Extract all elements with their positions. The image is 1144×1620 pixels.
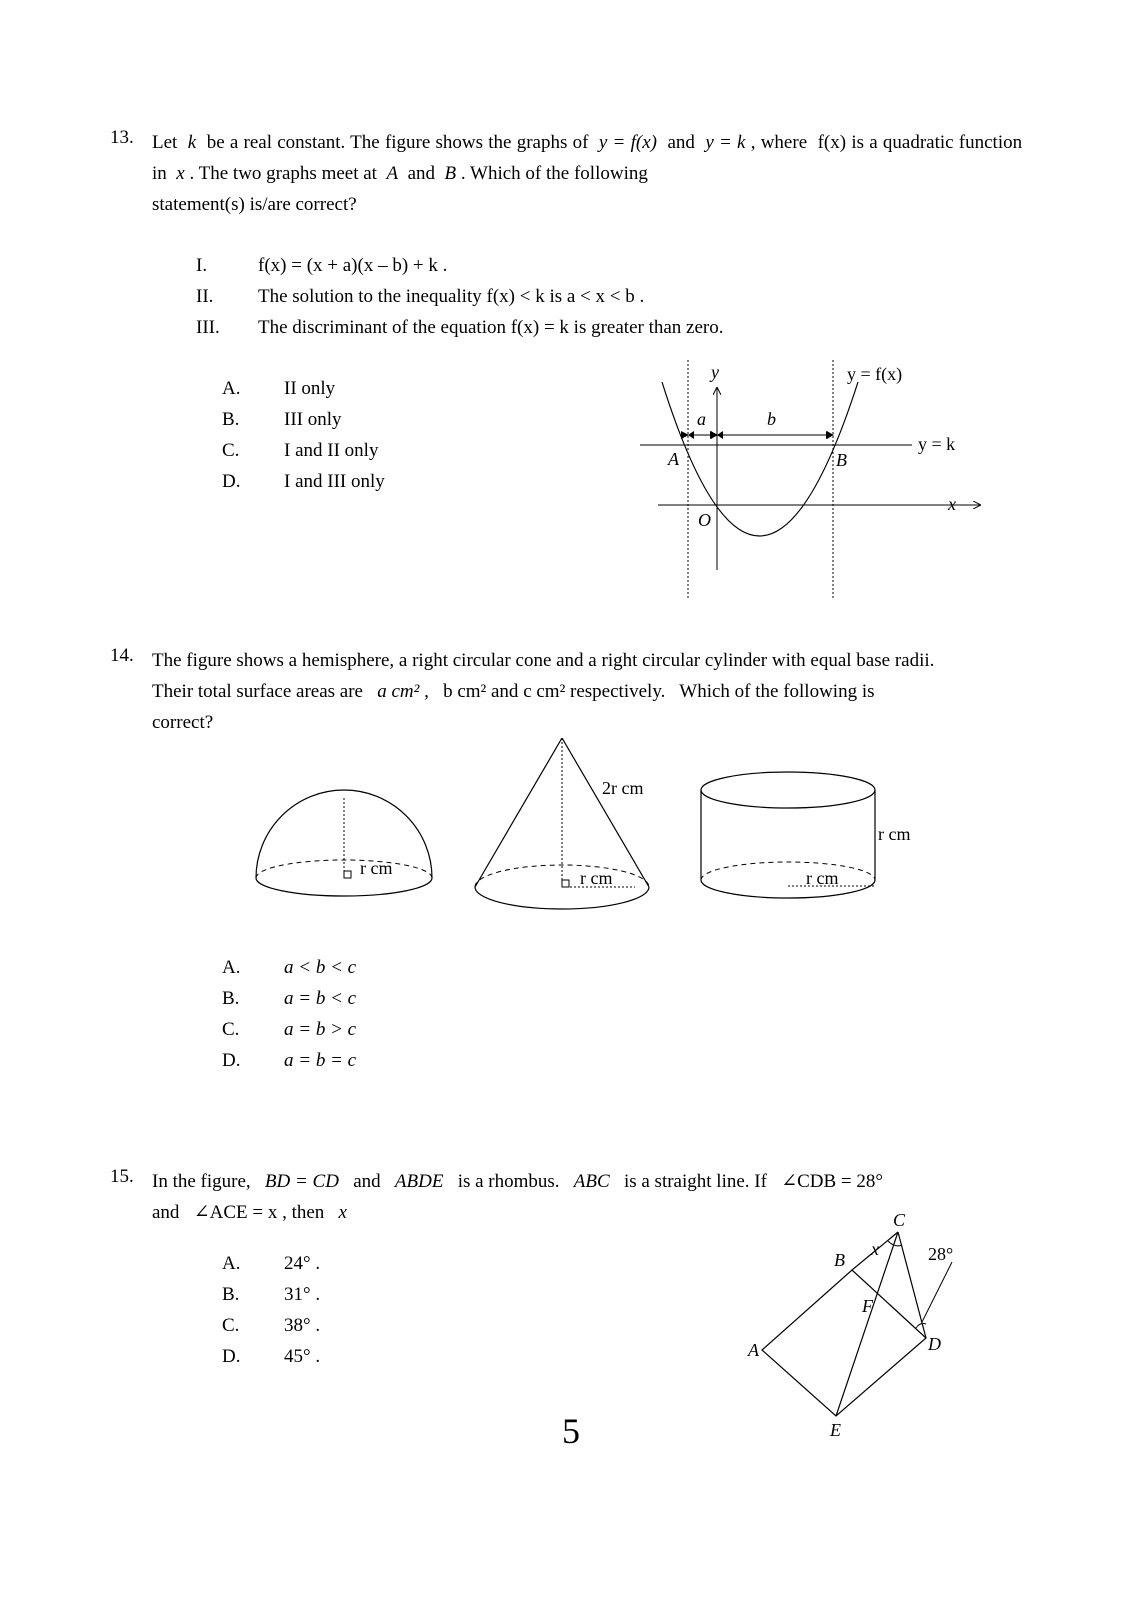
angle-28-pointer: [922, 1262, 952, 1322]
q13-option-a-label[interactable]: A.: [222, 378, 241, 399]
q13-option-c-label[interactable]: C.: [222, 440, 240, 461]
arrow-head: [711, 431, 717, 439]
q14-option-b-label[interactable]: B.: [222, 988, 240, 1009]
hemisphere: [256, 790, 432, 896]
label-angle-28: 28°: [928, 1244, 954, 1264]
q14-option-c[interactable]: a = b > c: [284, 1019, 357, 1040]
label-curve: y = f(x): [847, 364, 903, 384]
label-seg-a: a: [697, 409, 706, 429]
arrow-head: [827, 431, 833, 439]
q13-stem: Let k be a real constant. The figure shows the graphs of y = f(x) and y = k , where f(x) is a quadratic function in x . The two graphs meet at A and B . Which of the following statement(s) is/are correct?: [152, 132, 1023, 215]
label-a: A: [748, 1340, 759, 1360]
q15-option-c-label[interactable]: C.: [222, 1315, 240, 1336]
label-cylinder-radius: r cm: [806, 868, 839, 888]
q13-option-d[interactable]: I and III only: [284, 471, 385, 492]
label-seg-b: b: [767, 409, 776, 429]
q13-option-a[interactable]: II only: [284, 378, 336, 399]
label-f: F: [862, 1296, 873, 1316]
label-y: y: [711, 362, 719, 382]
q13-statement-text: f(x) = (x + a)(x – b) + k .: [258, 255, 448, 276]
q15-option-d[interactable]: 45° .: [284, 1346, 321, 1367]
label-cone-slant: 2r cm: [602, 778, 644, 798]
q13-option-b[interactable]: III only: [284, 409, 342, 430]
label-d: D: [928, 1334, 941, 1354]
q13-statement-label: III.: [196, 317, 220, 338]
cone: [475, 738, 649, 909]
q15-figure: [740, 1210, 980, 1440]
line-cd: [898, 1232, 926, 1338]
angle-28-arc: [916, 1324, 926, 1329]
q13-number: 13.: [110, 127, 134, 148]
parabola: [662, 382, 858, 536]
label-cylinder-height: r cm: [878, 824, 911, 844]
q15-option-b-label[interactable]: B.: [222, 1284, 240, 1305]
q15-option-c[interactable]: 38° .: [284, 1315, 321, 1336]
label-point-b: B: [836, 450, 847, 470]
q13-figure: [640, 360, 1000, 600]
label-line: y = k: [918, 434, 956, 454]
q15-option-a[interactable]: 24° .: [284, 1253, 321, 1274]
q13-statement-label: I.: [196, 255, 208, 276]
label-hemisphere-radius: r cm: [360, 858, 393, 878]
q13-option-c[interactable]: I and II only: [284, 440, 379, 461]
q14-option-d-label[interactable]: D.: [222, 1050, 241, 1071]
q15-option-b[interactable]: 31° .: [284, 1284, 321, 1305]
q14-figure: [250, 738, 920, 938]
arrow-head: [688, 431, 694, 439]
q14-stem: The figure shows a hemisphere, a right circular cone and a right circular cylinder with equal base radii. Their total surface areas are a cm² , b cm² and c cm² respectively. Which of the following is correct?: [152, 650, 935, 733]
q14-number: 14.: [110, 645, 134, 666]
q14-option-a[interactable]: a < b < c: [284, 957, 357, 978]
page-number: 5: [562, 1411, 580, 1451]
arrow-head: [717, 431, 723, 439]
q14-option-c-label[interactable]: C.: [222, 1019, 240, 1040]
q15-option-a-label[interactable]: A.: [222, 1253, 241, 1274]
cylinder: [701, 772, 910, 898]
label-origin: O: [698, 510, 711, 530]
q13-statement-text: The discriminant of the equation f(x) = k is greater than zero.: [258, 317, 724, 338]
q13-statement-label: II.: [196, 286, 214, 307]
q15-number: 15.: [110, 1166, 134, 1187]
q15-option-d-label[interactable]: D.: [222, 1346, 241, 1367]
label-b: B: [834, 1250, 845, 1270]
label-point-a: A: [668, 449, 679, 469]
q15-stem: In the figure, BD = CD and ABDE is a rhombus. ABC is a straight line. If ∠CDB = 28° and ∠ACE = x , then x: [152, 1171, 883, 1223]
q13-option-d-label[interactable]: D.: [222, 471, 241, 492]
label-x: x: [948, 494, 956, 514]
q13-option-b-label[interactable]: B.: [222, 409, 240, 430]
label-e: E: [830, 1420, 841, 1440]
q14-option-a-label[interactable]: A.: [222, 957, 241, 978]
q13-statement-text: The solution to the inequality f(x) < k is a < x < b .: [258, 286, 645, 307]
label-angle-x: x: [871, 1239, 879, 1259]
label-cone-radius: r cm: [580, 868, 613, 888]
label-c: C: [893, 1210, 906, 1230]
q14-option-d[interactable]: a = b = c: [284, 1050, 357, 1071]
q14-option-b[interactable]: a = b < c: [284, 988, 357, 1009]
